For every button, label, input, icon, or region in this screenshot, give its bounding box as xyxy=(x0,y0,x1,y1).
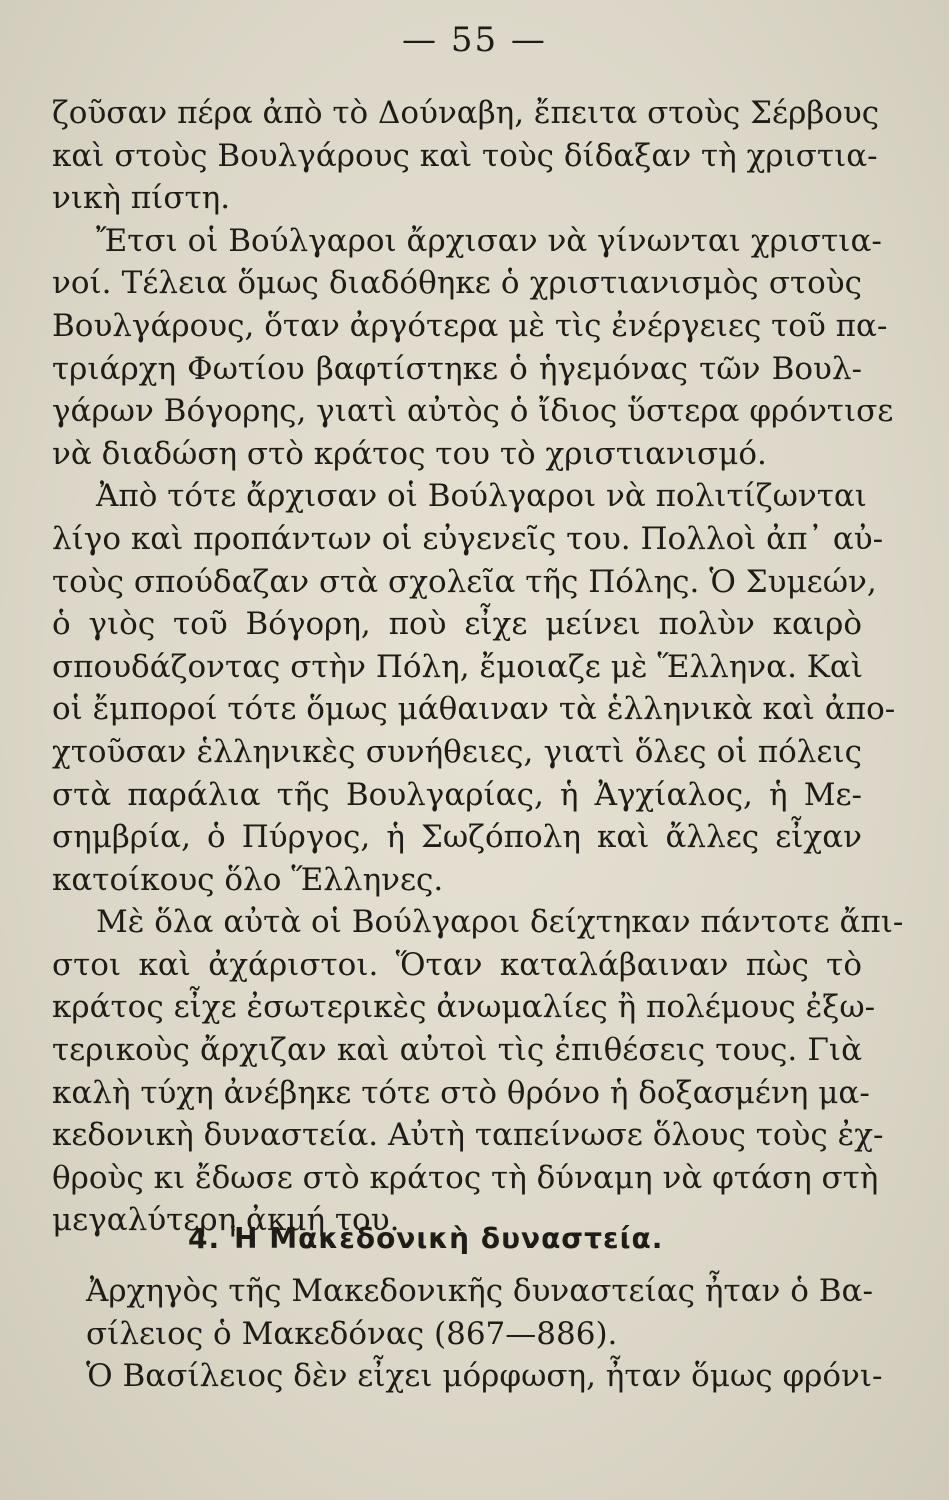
text-line: Ἀρχηγὸς τῆς Μακεδονικῆς δυναστείας ἦταν ὁ Βα- xyxy=(86,1273,873,1309)
text-line: κατοίκους ὅλο Ἕλληνες. xyxy=(52,861,444,898)
text-line: σίλειος ὁ Μακεδόνας (867—886). xyxy=(86,1315,618,1352)
text-line: ζοῦσαν πέρα ἀπὸ τὸ Δούναβη, ἔπειτα στοὺς Σέρβους xyxy=(52,95,880,131)
text-line: κεδονικὴ δυναστεία. Αὐτὴ ταπείνωσε ὅλους τοὺς ἐχ- xyxy=(52,1117,884,1154)
text-line: γάρων Βόγορης, γιατὶ αὐτὸς ὁ ἴδιος ὕστερα φρόντισε xyxy=(52,393,894,430)
text-line: νοί. Τέλεια ὅμως διαδόθηκε ὁ χριστιανισμὸς στοὺς xyxy=(52,265,862,302)
text-line: τριάρχη Φωτίου βαφτίστηκε ὁ ἡγεμόνας τῶν Βουλ- xyxy=(52,350,862,387)
text-line: νικὴ πίστη. xyxy=(52,180,231,217)
text-line: σπουδάζοντας στὴν Πόλη, ἔμοιαζε μὲ Ἕλληνα. Καὶ xyxy=(52,648,864,685)
text-line: ὁ γιὸς τοῦ Βόγορη, ποὺ εἶχε μείνει πολὺν καιρὸ xyxy=(52,606,862,643)
text-line: οἱ ἔμποροί τότε ὅμως μάθαιναν τὰ ἑλληνικὰ καὶ ἀπο- xyxy=(52,691,896,728)
text-line: σημβρία, ὁ Πύργος, ἡ Σωζόπολη καὶ ἄλλες εἶχαν xyxy=(52,819,862,856)
text-line: λίγο καὶ προπάντων οἱ εὐγενεῖς του. Πολλοὶ ἀπ᾽ αὐ- xyxy=(52,520,884,557)
text-line: Ἀπὸ τότε ἄρχισαν οἱ Βούλγαροι νὰ πολιτίζωνται xyxy=(96,478,867,515)
text-line: Ἔτσι οἱ Βούλγαροι ἄρχισαν νὰ γίνωνται χριστια- xyxy=(96,222,882,259)
text-line: μεγαλύτερη ἀκμή του. xyxy=(52,1202,400,1239)
page-number: — 55 — xyxy=(402,20,547,60)
text-line: τοὺς σπούδαζαν στὰ σχολεῖα τῆς Πόλης. Ὁ Συμεών, xyxy=(52,563,877,600)
text-line: καλὴ τύχη ἀνέβηκε τότε στὸ θρόνο ἡ δοξασμένη μα- xyxy=(52,1074,870,1111)
text-line: Ὁ Βασίλειος δὲν εἶχει μόρφωση, ἦταν ὅμως φρόνι- xyxy=(86,1358,883,1395)
main-text xyxy=(52,92,904,1242)
text-line: καὶ στοὺς Βουλγάρους καὶ τοὺς δίδαξαν τὴ χριστια- xyxy=(52,137,878,174)
text-line: στοι καὶ ἀχάριστοι. Ὅταν καταλάβαιναν πὼς τὸ xyxy=(52,946,862,983)
text-line: Βουλγάρους, ὅταν ἀργότερα μὲ τὶς ἐνέργειες τοῦ πα- xyxy=(52,307,888,344)
text-line: χτοῦσαν ἑλληνικὲς συνήθειες, γιατὶ ὅλες οἱ πόλεις xyxy=(52,733,862,770)
text-line: νὰ διαδώση στὸ κράτος του τὸ χριστιανισμό. xyxy=(52,435,767,472)
text-line: στὰ παράλια τῆς Βουλγαρίας, ἡ Ἀγχίαλος, ἡ Με- xyxy=(52,776,862,813)
text-line: θροὺς κι ἔδωσε στὸ κράτος τὴ δύναμη νὰ φτάση στὴ xyxy=(52,1159,879,1196)
text-line: κράτος εἶχε ἐσωτερικὲς ἀνωμαλίες ἢ πολέμους ἐξω- xyxy=(52,989,876,1026)
text-line: Μὲ ὅλα αὐτὰ οἱ Βούλγαροι δείχτηκαν πάντοτε ἄπι- xyxy=(96,904,904,941)
section-text xyxy=(86,1270,883,1398)
section-heading: 4. Ἡ Μακεδονικὴ δυναστεία. xyxy=(188,1222,664,1255)
text-line: τερικοὺς ἄρχιζαν καὶ αὐτοὶ τὶς ἐπιθέσεις τους. Γιὰ xyxy=(52,1032,862,1069)
